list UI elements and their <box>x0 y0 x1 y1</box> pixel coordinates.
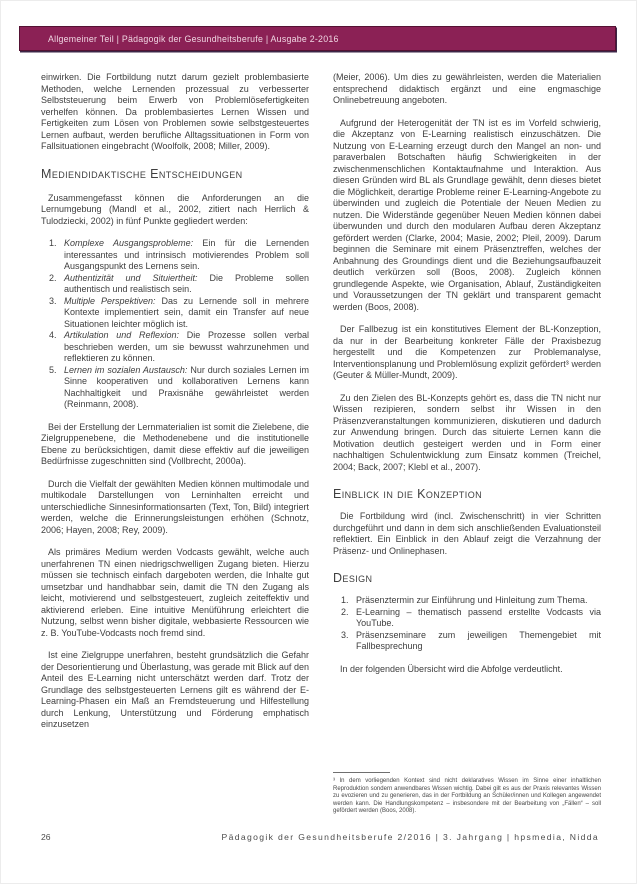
paragraph: Bei der Erstellung der Lernmaterialien ist somit die Zielebene, die Zielgruppenebene, die Methodenebene und die institutionelle Ebene zu berücksichtigen, damit diese effektiv auf die jeweiligen Bedürfnisse zugeschnitten sind (Vollbrecht, 2000a). <box>41 421 309 466</box>
list-item-number: 3. <box>49 295 57 306</box>
paragraph: Als primäres Medium werden Vodcasts gewählt, welche auch unerfahrenen TN einen niedrigschwelligen Zugang bieten. Hierzu müssen sie technisch einfach dargeboten werden, die Inhalte gut umsetzbar und handhabbar sein, damit die TN den Zugang als leicht, motivierend und selbstgesteuert, zugleich zeiteffektiv und aktivierend erleben. Eine intuitive Menüführung erleichtert die Nutzung, selbst wenn bisher digitale, webbasierte Ressourcen wie z. B. YouTube-Vodcasts noch fremd sind. <box>41 547 309 638</box>
list-item <box>341 630 601 653</box>
footnote-separator <box>333 772 390 773</box>
paragraph: Zusammengefasst können die Anforderungen an die Lernumgebung (Mandl et al., 2002, zitiert nach Herrlich & Tulodziecki, 2002) in fünf Punkte gegliedert werden: <box>41 192 309 226</box>
paragraph: Durch die Vielfalt der gewählten Medien können multimodale und multikodale Darstellungen von Lerninhalten erreicht und unterschiedliche Sinnesinformationsarten (Text, Ton, Bild) integriert werden, welche die Erinnerungsleistungen erhöhen (Schnotz, 2006; Hayen, 2008; Rey, 2009). <box>41 478 309 535</box>
list-item-number: 2. <box>49 272 57 283</box>
list-item-number: 1. <box>341 595 349 605</box>
list-item-number: 4. <box>49 330 57 340</box>
paragraph: Der Fallbezug ist ein konstitutives Element der BL-Konzeption, da nur in der Bearbeitung konkreter Fälle der Praxisbezug hergestellt und die Kompetenzen zur Problemanalyse, Interventionsplanung und Problemlösung explizit gefördert³ werden (Geuter & Müller-Mundt, 2009). <box>333 324 601 380</box>
section-heading-einblick-in-die-konzeption: Einblick in die Konzeption <box>333 487 483 501</box>
list-item <box>341 595 601 607</box>
list-item <box>49 273 309 296</box>
paragraph: Aufgrund der Heterogenität der TN ist es im Vorfeld schwierig, die Akzeptanz von E-Learning realistisch einzuschätzen. Die Nutzung von E-Learning erzeugt durch den Mangel an non- und paraverbalen Botschaften häufig Schwierigkeiten in der zwischenmenschlichen Kontaktaufnahme und Interaktion. Aus diesen Gründen wird BL als Grundlage gewählt, denn dieses bietet die Möglichkeit, derartige Probleme reiner E-Learning-Angebote zu überwinden und zugleich die Potentiale der Neuen Medien zu nutzen. Die Widerstände gegenüber Neuen Medien können dabei überwunden und durch den modularen Aufbau deren Akzeptanz gefördert werden (Clarke, 2004; Masie, 2002; Pleil, 2009). Darum beginnen die Seminare mit einem Präsenztreffen, welches der Anbahnung des Groundings dient und die Beziehungsaufbauzeit deutlich verkürzen soll (Boos, 2008). Zugleich können grundlegende Aspekte, wie Organisation, Ablauf, Zuständigkeiten und Voraussetzungen der TN geklärt und transparent gemacht werden (Boos, 2008). <box>333 117 601 312</box>
list-item-lead: Komplexe Ausgangsprobleme: <box>64 238 194 248</box>
list-item-text: Ein für die Lernenden interessantes und intrinsisch motivierendes Problem soll Ausgangspunkt des Lernens sein. <box>64 238 309 271</box>
body-columns <box>41 72 601 820</box>
paragraph: Die Fortbildung wird (incl. Zwischenschritt) in vier Schritten durchgeführt und dann in dem sich anschließenden Evaluationsteil reflektiert. Ein Einblick in den Ablauf zeigt die Verzahnung der Präsenz- und Onlinephasen. <box>333 511 601 556</box>
header-bar-text: Allgemeiner Teil | Pädagogik der Gesundheitsberufe | Ausgabe 2-2016 <box>48 33 339 44</box>
list-item-lead: Multiple Perspektiven: <box>64 295 156 306</box>
footnote-text: ³ In dem vorliegenden Kontext sind nicht deklaratives Wissen im Sinne einer inhaltlichen Reproduktion sondern anwendbares Wissen wichtig. Dabei gilt es aus der Praxis relevantes Wissen zu evozieren und zu generieren, das in der Fortbildung an Schüler/innen und Kollegen angewendet werden kann. Die Handlungskompetenz – insbesondere mit der Bearbeitung von „Fällen“ – soll gefördert werden (Boos, 2008). <box>333 778 601 815</box>
list-item-number: 5. <box>49 364 57 375</box>
list-item-text: E-Learning – thematisch passend erstellte Vodcasts via YouTube. <box>356 606 601 628</box>
list-item <box>49 330 309 365</box>
paragraph: Zu den Zielen des BL-Konzepts gehört es, dass die TN nicht nur Wissen rezipieren, sondern selbst ihr Wissen in den Präsenzveranstaltungen kommunizieren, diskutieren und dadurch zur Anwendung bringen. Durch das situierte Lernen kann die Motivation deutlich gesteigert werden und in Form einer nachhaltigen Schulentwicklung zum Einsatz kommen (Treichel, 2004; Back, 2007; Klebl et al., 2007). <box>333 392 601 472</box>
paragraph: (Meier, 2006). Um dies zu gewährleisten, werden die Materialien entsprechend didaktisch ergänzt und eine engmaschige Onlinebetreuung angeboten. <box>333 72 601 105</box>
list-item-number: 2. <box>341 606 349 617</box>
list-item-lead: Authentizität und Situiertheit: <box>64 272 198 283</box>
list-item <box>49 238 309 273</box>
list-item-number: 1. <box>49 238 57 248</box>
design-steps-list <box>333 595 601 653</box>
list-item <box>341 607 601 630</box>
page-footer <box>41 832 599 842</box>
list-item-text: Präsenztermin zur Einführung und Hinleitung zum Thema. <box>356 595 588 605</box>
list-item-text: Das zu Lernende soll in mehrere Kontexte implementiert sein, damit ein Transfer auf neue Situationen leichter möglich ist. <box>64 295 309 329</box>
list-item-text: Nur durch soziales Lernen im Sinne kooperativen und kollaborativen Lernens kann Nachhaltigkeit und Praxisnähe gewährleistet werden (Reinmann, 2008). <box>64 364 309 409</box>
list-item-text: Präsenzseminare zum jeweiligen Themengebiet mit Fallbesprechung <box>356 629 601 651</box>
list-item-lead: Lernen im sozialen Austausch: <box>64 364 188 375</box>
left-column <box>41 72 309 820</box>
page-number: 26 <box>41 832 51 842</box>
header-bar <box>19 26 616 51</box>
section-heading-mediendidaktische-entscheidungen: Mediendidaktische Entscheidungen <box>41 166 243 181</box>
list-item <box>49 365 309 411</box>
footer-journal-line: Pädagogik der Gesundheitsberufe 2/2016 | 3. Jahrgang | hpsmedia, Nidda <box>221 832 599 842</box>
paragraph: In der folgenden Übersicht wird die Abfolge verdeutlicht. <box>340 663 563 674</box>
right-column <box>333 72 601 820</box>
list-item-text: Die Probleme sollen authentisch und realistisch sein. <box>64 272 309 294</box>
paragraph: Ist eine Zielgruppe unerfahren, besteht grundsätzlich die Gefahr der Desorientierung und Überlastung, was gerade mit Blick auf den Anteil des E-Learning nicht unterschätzt werden darf. Trotz der Grundlage des selbstgesteuerten Lernens gilt es während der E-Learning-Phasen ein Maß an Fremdsteuerung und Hilfestellung durch Lenkung, Unterstützung und Förderung emphatisch einzusetzen <box>41 650 309 729</box>
requirements-list <box>41 238 309 411</box>
list-item-text: Die Prozesse sollen verbal beschrieben werden, um sie bewusst wahrzunehmen und reflektieren zu können. <box>64 330 309 363</box>
list-item <box>49 296 309 331</box>
section-heading-design: Design <box>333 571 373 585</box>
list-item-lead: Artikulation und Reflexion: <box>64 330 180 340</box>
list-item-number: 3. <box>341 629 349 640</box>
paragraph: einwirken. Die Fortbildung nutzt darum gezielt problembasierte Methoden, welche Lernenden prozessual zu verbesserter Selbststeuerung beim Erwerb von Problemlösefertigkeiten verhelfen können. Da problembasiertes Lernen Wissen und Fertigkeiten zum Lösen von Problemen sowie selbstgesteuertes Lernen aufbaut, werden berufliche Alltagssituationen in Form von Fallsituationen eingebracht (Woolfolk, 2008; Miller, 2009). <box>41 72 309 151</box>
footnote-block <box>333 772 601 816</box>
